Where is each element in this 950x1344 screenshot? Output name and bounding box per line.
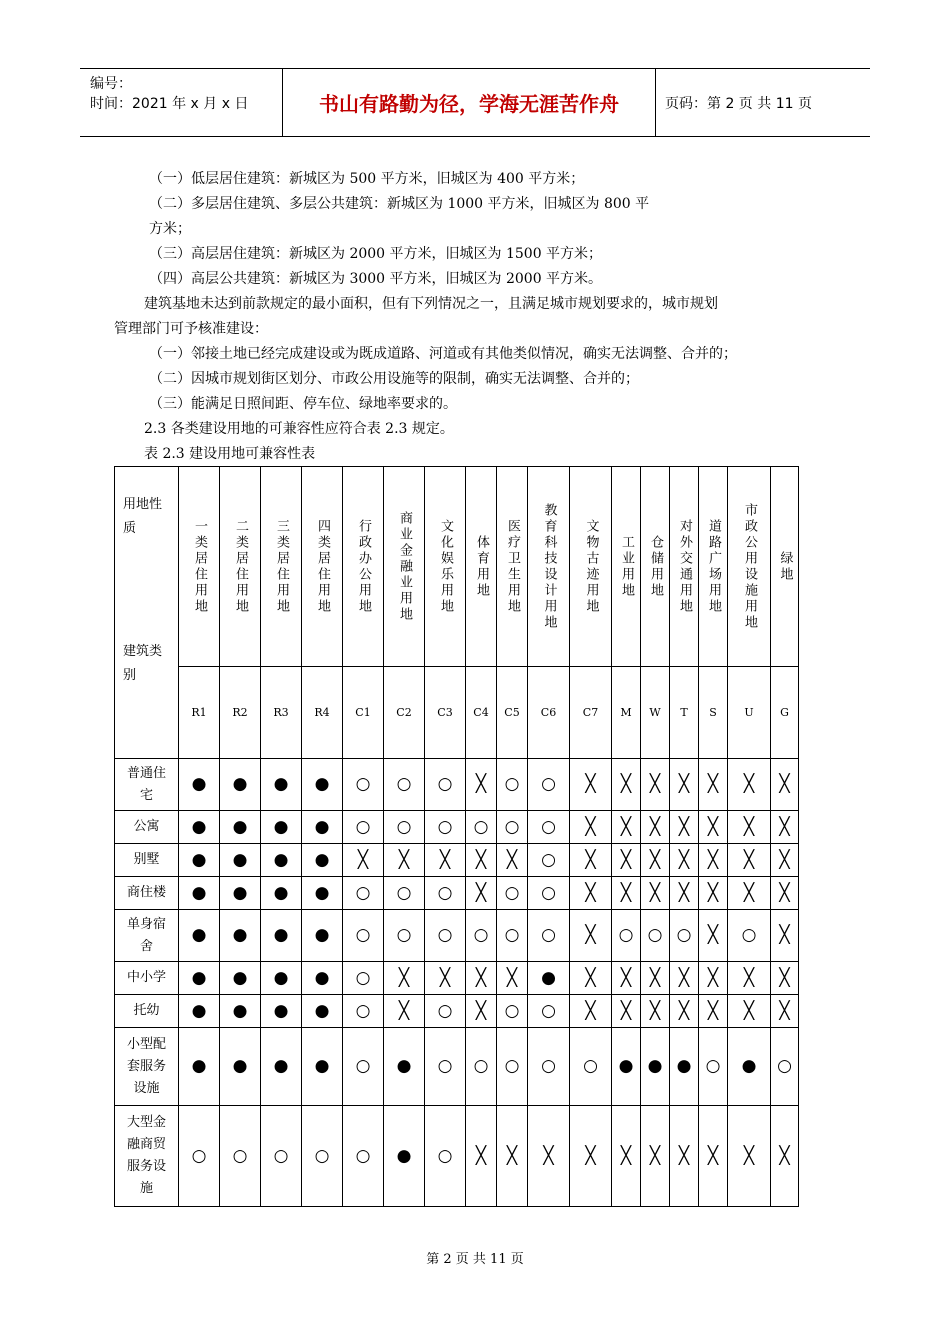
- compatibility-mark: ╳: [728, 844, 771, 877]
- compatibility-mark: ●: [641, 1028, 670, 1106]
- compatibility-mark: ○: [497, 877, 528, 910]
- compatibility-mark: ●: [528, 962, 570, 995]
- compatibility-mark: ●: [220, 811, 261, 844]
- compatibility-mark: ╳: [670, 844, 699, 877]
- compatibility-mark: ╳: [612, 995, 641, 1028]
- column-code: S: [699, 667, 728, 759]
- column-code: M: [612, 667, 641, 759]
- compatibility-mark: ╳: [570, 877, 612, 910]
- compatibility-mark: ╳: [425, 962, 466, 995]
- column-code: C7: [570, 667, 612, 759]
- table-row: [115, 910, 799, 962]
- compatibility-mark: ●: [384, 1106, 425, 1207]
- column-header: [384, 467, 425, 667]
- compatibility-mark: ○: [699, 1028, 728, 1106]
- compatibility-mark: ╳: [728, 962, 771, 995]
- column-header: [528, 467, 570, 667]
- compatibility-mark: ╳: [771, 995, 799, 1028]
- row-label-text: 普通住宅: [126, 765, 166, 803]
- compatibility-mark: ╳: [641, 844, 670, 877]
- table-row: [115, 844, 799, 877]
- column-header: [220, 467, 261, 667]
- compatibility-mark: ○: [425, 995, 466, 1028]
- compatibility-mark: ╳: [728, 759, 771, 811]
- compatibility-mark: ╳: [771, 759, 799, 811]
- compatibility-mark: ╳: [670, 962, 699, 995]
- compatibility-mark: ○: [425, 1106, 466, 1207]
- compatibility-mark: ○: [343, 811, 384, 844]
- corner-bottom-label: 建筑类别: [123, 644, 163, 683]
- compatibility-mark: ╳: [670, 995, 699, 1028]
- compatibility-mark: ●: [302, 1028, 343, 1106]
- compatibility-mark: ●: [220, 995, 261, 1028]
- compatibility-mark: ╳: [670, 811, 699, 844]
- column-name: 二类居住用地: [233, 518, 248, 615]
- column-name: 商业金融业用地: [397, 510, 412, 623]
- row-label: [115, 995, 179, 1028]
- column-header: [466, 467, 497, 667]
- compatibility-mark: ●: [670, 1028, 699, 1106]
- compatibility-mark: ╳: [384, 962, 425, 995]
- column-header: [699, 467, 728, 667]
- compatibility-mark: ○: [728, 910, 771, 962]
- section-heading: 2.3 各类建设用地的可兼容性应符合表 2.3 规定。: [144, 421, 454, 437]
- compatibility-table: [114, 466, 799, 1207]
- column-header: [261, 467, 302, 667]
- compatibility-mark: ○: [528, 1028, 570, 1106]
- column-header: [641, 467, 670, 667]
- compatibility-mark: ╳: [570, 844, 612, 877]
- column-name: 一类居住用地: [192, 518, 207, 615]
- column-name: 教育科技设计用地: [541, 502, 557, 631]
- compatibility-mark: ○: [528, 811, 570, 844]
- column-name: 三类居住用地: [274, 518, 289, 615]
- paragraph: （二）多层居住建筑、多层公共建筑：新城区为 1000 平方米，旧城区为 800 平: [149, 196, 650, 212]
- paragraph: （一）低层居住建筑：新城区为 500 平方米，旧城区为 400 平方米；: [149, 171, 585, 187]
- compatibility-mark: ●: [261, 811, 302, 844]
- row-label: [115, 844, 179, 877]
- compatibility-mark: ●: [384, 1028, 425, 1106]
- compatibility-mark: ╳: [670, 1106, 699, 1207]
- column-code: C6: [528, 667, 570, 759]
- compatibility-mark: ╳: [612, 759, 641, 811]
- compatibility-mark: ○: [528, 759, 570, 811]
- compatibility-mark: ●: [179, 962, 220, 995]
- compatibility-mark: ╳: [641, 759, 670, 811]
- row-label-text: 商住楼: [126, 885, 166, 900]
- compatibility-mark: ╳: [343, 844, 384, 877]
- compatibility-mark: ○: [343, 962, 384, 995]
- column-name: 四类居住用地: [315, 518, 330, 615]
- compatibility-mark: ╳: [771, 877, 799, 910]
- column-name: 行政办公用地: [356, 518, 371, 615]
- column-code: C1: [343, 667, 384, 759]
- header-meta: [80, 69, 282, 136]
- table-corner-cell: [115, 467, 179, 759]
- document-number-label: 编号：: [90, 76, 132, 92]
- compatibility-mark: ○: [497, 811, 528, 844]
- compatibility-mark: ╳: [641, 962, 670, 995]
- compatibility-mark: ○: [425, 811, 466, 844]
- compatibility-mark: ╳: [670, 759, 699, 811]
- compatibility-mark: ○: [343, 910, 384, 962]
- compatibility-mark: ╳: [570, 1106, 612, 1207]
- compatibility-mark: ╳: [699, 995, 728, 1028]
- compatibility-mark: ╳: [612, 811, 641, 844]
- column-code: C3: [425, 667, 466, 759]
- row-label: [115, 877, 179, 910]
- compatibility-mark: ●: [220, 844, 261, 877]
- compatibility-mark: ╳: [528, 1106, 570, 1207]
- table-row: [115, 1106, 799, 1207]
- column-header: [179, 467, 220, 667]
- compatibility-mark: ○: [220, 1106, 261, 1207]
- compatibility-mark: ╳: [612, 962, 641, 995]
- column-header: [612, 467, 641, 667]
- column-header: [302, 467, 343, 667]
- compatibility-mark: ●: [728, 1028, 771, 1106]
- paragraph: （四）高层公共建筑：新城区为 3000 平方米，旧城区为 2000 平方米。: [149, 271, 603, 287]
- row-label: [115, 910, 179, 962]
- page-footer: 第 2 页 共 11 页: [426, 1252, 524, 1267]
- column-header: [497, 467, 528, 667]
- compatibility-mark: ○: [466, 1028, 497, 1106]
- compatibility-mark: ●: [302, 844, 343, 877]
- compatibility-mark: ●: [302, 759, 343, 811]
- compatibility-mark: ○: [384, 910, 425, 962]
- compatibility-mark: ●: [261, 877, 302, 910]
- column-header: [670, 467, 699, 667]
- paragraph: （三）能满足日照间距、停车位、绿地率要求的。: [149, 396, 457, 412]
- compatibility-mark: ●: [179, 811, 220, 844]
- column-code: R2: [220, 667, 261, 759]
- row-label-text: 托幼: [133, 1003, 160, 1018]
- compatibility-mark: ╳: [570, 962, 612, 995]
- compatibility-mark: ○: [528, 995, 570, 1028]
- table-row: [115, 759, 799, 811]
- compatibility-mark: ●: [302, 811, 343, 844]
- compatibility-mark: ●: [220, 877, 261, 910]
- header-motto: 书山有路勤为径，学海无涯苦作舟: [282, 69, 656, 136]
- row-label-text: 小型配套服务设施: [126, 1036, 166, 1096]
- compatibility-mark: ○: [384, 877, 425, 910]
- compatibility-mark: ○: [570, 1028, 612, 1106]
- compatibility-mark: ╳: [497, 844, 528, 877]
- compatibility-mark: ○: [425, 877, 466, 910]
- compatibility-mark: ○: [497, 1028, 528, 1106]
- compatibility-mark: ○: [425, 910, 466, 962]
- compatibility-mark: ╳: [612, 877, 641, 910]
- compatibility-mark: ╳: [570, 995, 612, 1028]
- paragraph: （一）邻接土地已经完成建设或为既成道路、河道或有其他类似情况，确实无法调整、合并的；: [149, 346, 737, 362]
- compatibility-mark: ○: [612, 910, 641, 962]
- column-code: T: [670, 667, 699, 759]
- compatibility-mark: ●: [261, 910, 302, 962]
- table-caption: 表 2.3 建设用地可兼容性表: [144, 446, 316, 462]
- column-name: 道路广场用地: [706, 518, 721, 615]
- compatibility-mark: ○: [641, 910, 670, 962]
- compatibility-mark: ╳: [641, 811, 670, 844]
- table-code-row: [115, 667, 799, 759]
- compatibility-mark: ╳: [771, 962, 799, 995]
- compatibility-mark: ○: [261, 1106, 302, 1207]
- column-code: R1: [179, 667, 220, 759]
- compatibility-mark: ○: [497, 910, 528, 962]
- compatibility-mark: ╳: [612, 1106, 641, 1207]
- compatibility-mark: ○: [302, 1106, 343, 1207]
- row-label: [115, 1028, 179, 1106]
- compatibility-mark: ╳: [612, 844, 641, 877]
- compatibility-mark: ●: [261, 759, 302, 811]
- compatibility-mark: ╳: [699, 910, 728, 962]
- column-header: [343, 467, 384, 667]
- row-label: [115, 811, 179, 844]
- compatibility-mark: ○: [425, 759, 466, 811]
- column-name: 仓储用地: [648, 534, 663, 599]
- compatibility-mark: ╳: [728, 995, 771, 1028]
- compatibility-mark: ╳: [771, 844, 799, 877]
- compatibility-mark: ●: [179, 759, 220, 811]
- compatibility-mark: ●: [261, 844, 302, 877]
- compatibility-mark: ╳: [641, 1106, 670, 1207]
- compatibility-mark: ╳: [728, 1106, 771, 1207]
- compatibility-mark: ╳: [466, 877, 497, 910]
- table-row: [115, 811, 799, 844]
- compatibility-mark: ╳: [570, 759, 612, 811]
- compatibility-mark: ○: [466, 910, 497, 962]
- compatibility-mark: ●: [261, 962, 302, 995]
- column-header: [570, 467, 612, 667]
- paragraph: 方米；: [149, 221, 191, 237]
- compatibility-mark: ○: [343, 1028, 384, 1106]
- column-code: C4: [466, 667, 497, 759]
- column-name: 体育用地: [474, 534, 489, 599]
- compatibility-mark: ╳: [384, 995, 425, 1028]
- page-header: [80, 68, 870, 137]
- compatibility-mark: ╳: [699, 1106, 728, 1207]
- corner-top-label: 用地性质: [123, 497, 163, 536]
- compatibility-mark: ╳: [728, 811, 771, 844]
- column-header: [728, 467, 771, 667]
- compatibility-mark: ╳: [699, 844, 728, 877]
- compatibility-mark: ●: [179, 844, 220, 877]
- compatibility-mark: ●: [302, 995, 343, 1028]
- compatibility-mark: ●: [612, 1028, 641, 1106]
- compatibility-mark: ●: [220, 962, 261, 995]
- compatibility-mark: ╳: [771, 910, 799, 962]
- column-code: U: [728, 667, 771, 759]
- compatibility-mark: ○: [384, 811, 425, 844]
- paragraph: 管理部门可予核准建设：: [114, 321, 268, 337]
- column-header: [425, 467, 466, 667]
- column-name: 工业用地: [619, 534, 634, 599]
- column-code: R3: [261, 667, 302, 759]
- compatibility-mark: ╳: [670, 877, 699, 910]
- column-name: 医疗卫生用地: [505, 518, 520, 615]
- column-name: 文化娱乐用地: [438, 518, 453, 615]
- compatibility-mark: ╳: [466, 759, 497, 811]
- column-code: C2: [384, 667, 425, 759]
- compatibility-mark: ╳: [466, 962, 497, 995]
- compatibility-mark: ●: [261, 1028, 302, 1106]
- column-name: 对外交通用地: [677, 518, 692, 615]
- compatibility-mark: ●: [220, 1028, 261, 1106]
- compatibility-mark: ╳: [641, 877, 670, 910]
- table-row: [115, 1028, 799, 1106]
- compatibility-mark: ╳: [384, 844, 425, 877]
- compatibility-mark: ●: [302, 877, 343, 910]
- compatibility-mark: ╳: [570, 811, 612, 844]
- row-label-text: 公寓: [133, 819, 160, 834]
- compatibility-mark: ╳: [699, 811, 728, 844]
- compatibility-mark: ╳: [728, 877, 771, 910]
- compatibility-mark: ╳: [497, 962, 528, 995]
- compatibility-mark: ●: [220, 910, 261, 962]
- column-code: W: [641, 667, 670, 759]
- row-label: [115, 1106, 179, 1207]
- compatibility-mark: ●: [302, 962, 343, 995]
- compatibility-mark: ○: [497, 995, 528, 1028]
- column-name: 市政公用设施用地: [742, 502, 757, 631]
- column-name: 文物古迹用地: [583, 518, 599, 615]
- row-label-text: 单身宿舍: [126, 916, 166, 954]
- compatibility-mark: ○: [771, 1028, 799, 1106]
- header-page-number: 页码：第 2 页 共 11 页: [665, 95, 812, 112]
- compatibility-mark: ●: [179, 910, 220, 962]
- row-label-text: 中小学: [126, 970, 166, 985]
- compatibility-mark: ○: [179, 1106, 220, 1207]
- row-label: [115, 962, 179, 995]
- column-code: R4: [302, 667, 343, 759]
- compatibility-mark: ╳: [771, 1106, 799, 1207]
- compatibility-mark: ●: [220, 759, 261, 811]
- table-row: [115, 995, 799, 1028]
- column-name: 绿地: [777, 550, 793, 583]
- compatibility-mark: ●: [179, 995, 220, 1028]
- compatibility-mark: ●: [179, 1028, 220, 1106]
- compatibility-mark: ╳: [641, 995, 670, 1028]
- compatibility-mark: ○: [466, 811, 497, 844]
- column-code: C5: [497, 667, 528, 759]
- compatibility-mark: ●: [302, 910, 343, 962]
- compatibility-mark: ○: [384, 759, 425, 811]
- compatibility-mark: ○: [343, 877, 384, 910]
- compatibility-mark: ○: [343, 1106, 384, 1207]
- compatibility-mark: ╳: [771, 811, 799, 844]
- compatibility-mark: ●: [261, 995, 302, 1028]
- compatibility-mark: ╳: [466, 844, 497, 877]
- document-date: 时间：2021 年 x 月 x 日: [90, 96, 249, 112]
- compatibility-mark: ○: [425, 1028, 466, 1106]
- paragraph: 建筑基地未达到前款规定的最小面积，但有下列情况之一，且满足城市规划要求的，城市规划: [144, 296, 718, 312]
- compatibility-mark: ○: [497, 759, 528, 811]
- row-label-text: 别墅: [133, 852, 160, 867]
- table-header-row: [115, 467, 799, 667]
- table-row: [115, 962, 799, 995]
- compatibility-mark: ╳: [497, 1106, 528, 1207]
- row-label: [115, 759, 179, 811]
- compatibility-mark: ╳: [466, 1106, 497, 1207]
- compatibility-mark: ╳: [425, 844, 466, 877]
- table-row: [115, 877, 799, 910]
- compatibility-mark: ●: [179, 877, 220, 910]
- row-label-text: 大型金融商贸服务设施: [126, 1115, 166, 1196]
- compatibility-mark: ○: [670, 910, 699, 962]
- compatibility-mark: ╳: [699, 759, 728, 811]
- compatibility-mark: ○: [343, 995, 384, 1028]
- compatibility-mark: ╳: [699, 877, 728, 910]
- paragraph: （二）因城市规划街区划分、市政公用设施等的限制，确实无法调整、合并的；: [149, 371, 639, 387]
- column-header: [771, 467, 799, 667]
- paragraph: （三）高层居住建筑：新城区为 2000 平方米，旧城区为 1500 平方米；: [149, 246, 603, 262]
- column-code: G: [771, 667, 799, 759]
- compatibility-mark: ○: [528, 877, 570, 910]
- compatibility-mark: ╳: [699, 962, 728, 995]
- compatibility-mark: ╳: [466, 995, 497, 1028]
- body-text: [114, 167, 844, 467]
- compatibility-mark: ╳: [570, 910, 612, 962]
- compatibility-mark: ○: [528, 844, 570, 877]
- compatibility-mark: ○: [528, 910, 570, 962]
- compatibility-mark: ○: [343, 759, 384, 811]
